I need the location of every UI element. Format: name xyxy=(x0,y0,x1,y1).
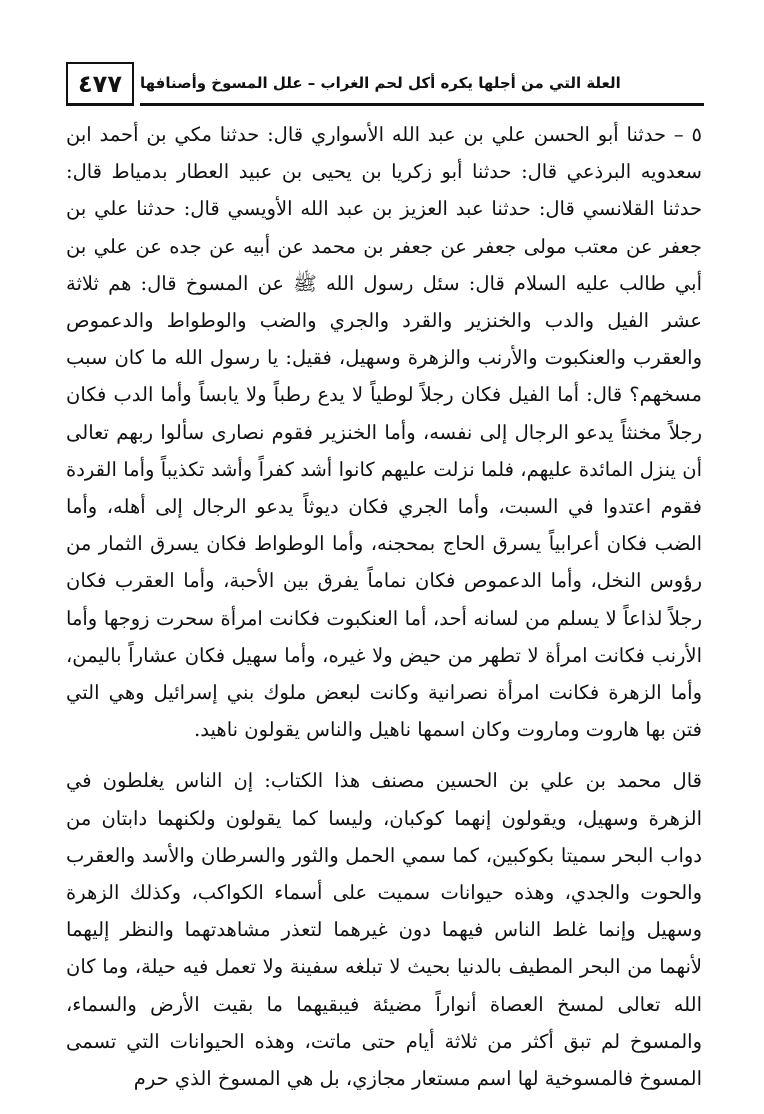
page-header xyxy=(66,62,704,106)
page-number: ٤٧٧ xyxy=(66,62,134,106)
body-text xyxy=(66,116,702,1097)
running-title: العلة التي من أجلها يكره أكل لحم الغراب – علل المسوخ وأصنافها xyxy=(140,62,704,106)
paragraph-hadith: ٥ – حدثنا أبو الحسن علي بن عبد الله الأسواري قال: حدثنا مكي بن أحمد ابن سعدويه البرذعي قال: حدثنا أبو زكريا بن يحيى بن عبيد العطار بدمياط قال: حدثنا القلانسي قال: حدثنا عبد العزيز بن عبد الله الأويسي قال: حدثنا علي بن جعفر عن معتب مولى جعفر عن جعفر بن محمد عن أبيه عن جده عن علي بن أبي طالب عليه السلام قال: سئل رسول الله ﷺ عن المسوخ قال: هم ثلاثة عشر الفيل والدب والخنزير والقرد والجري والضب والوطواط والدعموص والعقرب والعنكبوت والأرنب والزهرة وسهيل، فقيل: يا رسول الله ما كان سبب مسخهم؟ قال: أما الفيل فكان رجلاً لوطياً لا يدع رطباً ولا يابساً وأما الدب فكان رجلاً مخنثاً يدعو الرجال إلى نفسه، وأما الخنزير فقوم نصارى سألوا ربهم تعالى أن ينزل المائدة عليهم، فلما نزلت عليهم كانوا أشد كفراً وأشد تكذيباً وأما القردة فقوم اعتدوا في السبت، وأما الجري فكان ديوثاً يدعو الرجال إلى أهله، وأما الضب فكان أعرابياً يسرق الحاج بمحجنه، وأما الوطواط فكان يسرق الثمار من رؤوس النخل، وأما الدعموص فكان نماماً يفرق بين الأحبة، وأما العقرب فكان رجلاً لذاعاً لا يسلم من لسانه أحد، أما العنكبوت فكانت امرأة سحرت زوجها وأما الأرنب فكانت امرأة لا تطهر من حيض ولا غيره، وأما سهيل فكان عشاراً باليمن، وأما الزهرة فكانت امرأة نصرانية وكانت لبعض ملوك بني إسرائيل وهي التي فتن بها هاروت وماروت وكان اسمها ناهيل والناس يقولون ناهيد. xyxy=(66,123,702,742)
paragraph-commentary: قال محمد بن علي بن الحسين مصنف هذا الكتاب: إن الناس يغلطون في الزهرة وسهيل، ويقولون إنهما كوكبان، وليسا كما يقولون ولكنهما دابتان من دواب البحر سميتا بكوكبين، كما سمي الحمل والثور والسرطان والأسد والعقرب والحوت والجدي، وهذه حيوانات سميت على أسماء الكواكب، وكذلك الزهرة وسهيل وإنما غلط الناس فيهما دون غيرهما لتعذر مشاهدتهما والنظر إليهما لأنهما من البحر المطيف بالدنيا بحيث لا تبلغه سفينة ولا تعمل فيه حيلة، وما كان الله تعالى لمسخ العصاة أنواراً مضيئة فيبقيهما ما بقيت الأرض والسماء، والمسوخ لم تبق أكثر من ثلاثة أيام حتى ماتت، وهذه الحيوانات التي تسمى المسوخ فالمسوخية لها اسم مستعار مجازي، بل هي المسوخ الذي حرم xyxy=(66,769,702,1091)
